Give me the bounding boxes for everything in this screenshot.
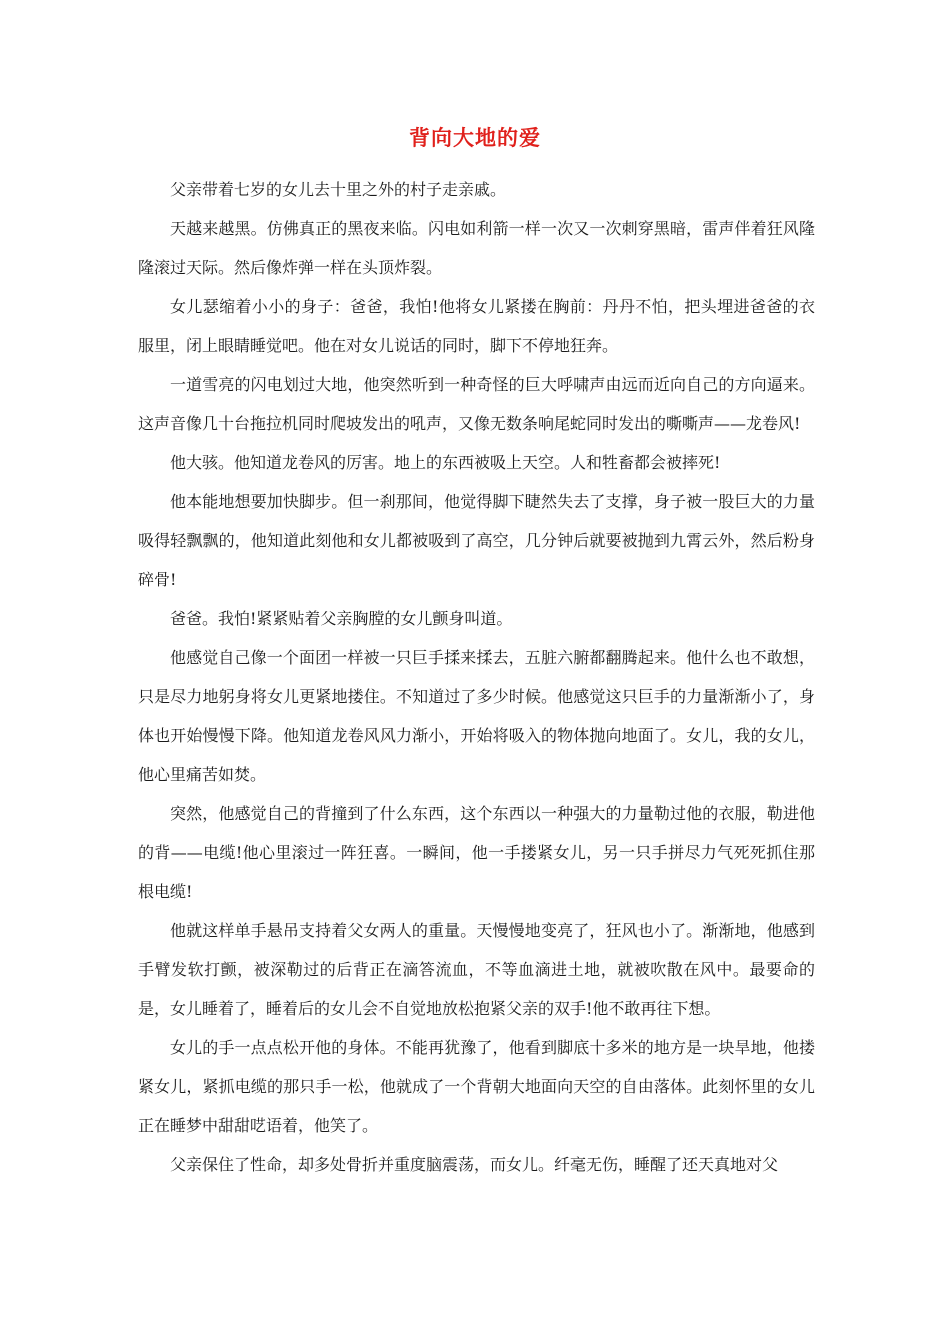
paragraph: 父亲保住了性命，却多处骨折并重度脑震荡，而女儿。纤毫无伤，睡醒了还天真地对父 xyxy=(170,1155,779,1174)
paragraph: 女儿瑟缩着小小的身子：爸爸，我怕!他将女儿紧搂在胸前：丹丹不怕，把头埋进爸爸的衣服里，闭上眼睛睡觉吧。他在对女儿说话的同时，脚下不停地狂奔。 xyxy=(138,297,815,355)
paragraph: 突然，他感觉自己的背撞到了什么东西，这个东西以一种强大的力量勒过他的衣服，勒进他的背——电缆!他心里滚过一阵狂喜。一瞬间，他一手搂紧女儿，另一只手拼尽力气死死抓住那根电缆! xyxy=(138,804,815,901)
paragraph: 他本能地想要加快脚步。但一刹那间，他觉得脚下睫然失去了支撑，身子被一股巨大的力量吸得轻飘飘的，他知道此刻他和女儿都被吸到了高空，几分钟后就要被抛到九霄云外，然后粉身碎骨! xyxy=(138,492,815,589)
paragraph: 他就这样单手悬吊支持着父女两人的重量。天慢慢地变亮了，狂风也小了。渐渐地，他感到手臂发软打颤，被深勒过的后背正在滴答流血，不等血滴进土地，就被吹散在风中。最要命的是，女儿睡着了，睡着后的女儿会不自觉地放松抱紧父亲的双手!他不敢再往下想。 xyxy=(138,921,815,1018)
paragraph: 一道雪亮的闪电划过大地，他突然听到一种奇怪的巨大呼啸声由远而近向自己的方向逼来。这声音像几十台拖拉机同时爬坡发出的吼声，又像无数条响尾蛇同时发出的嘶嘶声——龙卷风! xyxy=(138,375,815,433)
paragraph: 天越来越黑。仿佛真正的黑夜来临。闪电如利箭一样一次又一次刺穿黑暗，雷声伴着狂风隆隆滚过天际。然后像炸弹一样在头顶炸裂。 xyxy=(138,219,815,277)
paragraph: 父亲带着七岁的女儿去十里之外的村子走亲戚。 xyxy=(170,180,507,199)
paragraph: 他大骇。他知道龙卷风的厉害。地上的东西被吸上天空。人和牲畜都会被摔死! xyxy=(170,453,721,472)
paragraph: 他感觉自己像一个面团一样被一只巨手揉来揉去，五脏六腑都翻腾起来。他什么也不敢想，只是尽力地躬身将女儿更紧地搂住。不知道过了多少时候。他感觉这只巨手的力量渐渐小了，身体也开始慢慢下降。他知道龙卷风风力渐小，开始将吸入的物体抛向地面了。女儿，我的女儿，他心里痛苦如焚。 xyxy=(138,648,815,784)
paragraph: 女儿的手一点点松开他的身体。不能再犹豫了，他看到脚底十多米的地方是一块旱地，他搂紧女儿，紧抓电缆的那只手一松，他就成了一个背朝大地面向天空的自由落体。此刻怀里的女儿正在睡梦中甜甜呓语着，他笑了。 xyxy=(138,1038,815,1135)
document-body xyxy=(138,170,815,1184)
document-title: 背向大地的爱 xyxy=(409,125,541,150)
paragraph: 爸爸。我怕!紧紧贴着父亲胸膛的女儿颤身叫道。 xyxy=(170,609,513,628)
